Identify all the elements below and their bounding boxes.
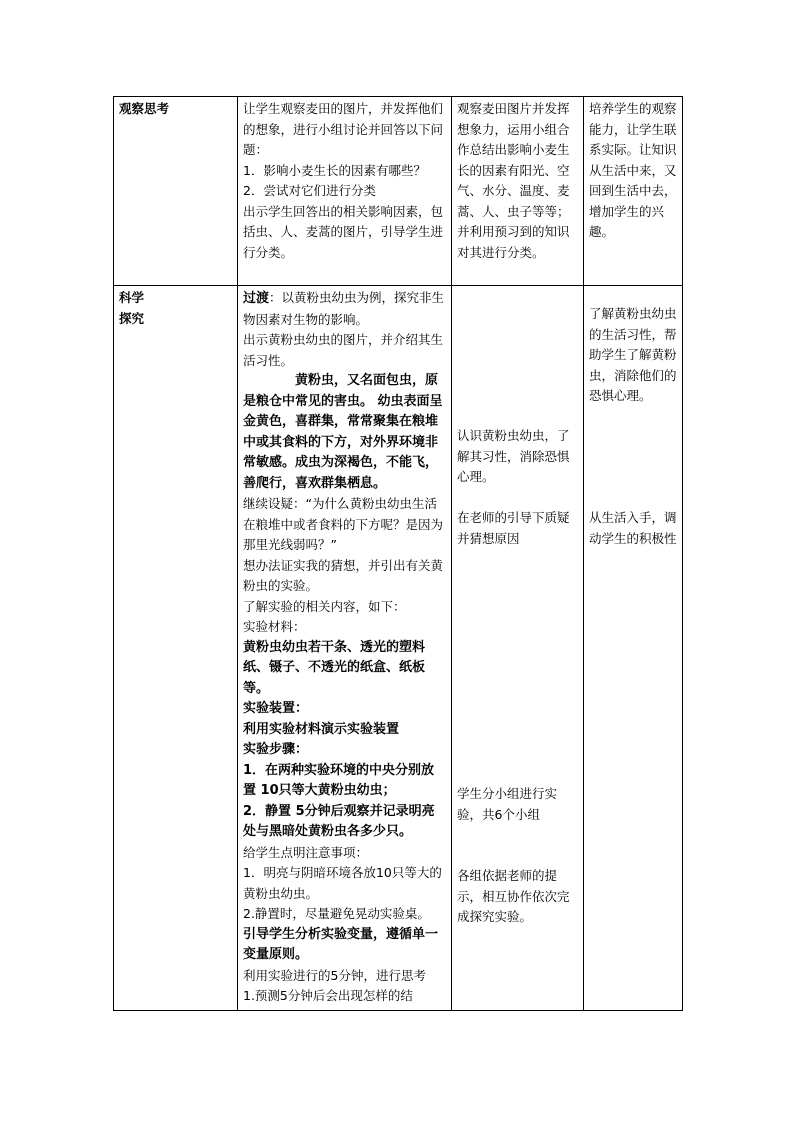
bold-text-line: 利用实验材料演示实验装置 (243, 721, 400, 737)
text-block: 培养学生的观察能力，让学生联系实际。让知识从生活中来，又回到生活中去，增加学生的兴趣。 (589, 101, 677, 239)
bold-text-line: 引导学生分析实验变量，遵循单一变量原则。 (243, 926, 439, 962)
table-row (114, 97, 683, 286)
teacher-activity-cell (238, 286, 452, 1011)
section-title-line: 科学 (119, 290, 145, 305)
text-block: 学生分小组进行实验，共6个小组 (457, 786, 558, 822)
text-block: 各组依据老师的提示，相互协作依次完成探究实验。 (457, 868, 570, 924)
text-line: 继续设疑：“为什么黄粉虫幼虫生活在粮堆中或者食料的下方呢？是因为那里光线弱吗？” (243, 496, 444, 552)
text-block: 从生活入手，调动学生的积极性 (589, 510, 677, 546)
text-line: 了解实验的相关内容，如下： (243, 598, 406, 614)
text-block: 认识黄粉虫幼虫，了解其习性，消除恐惧心理。 (457, 428, 570, 484)
text-block: 在老师的引导下质疑并猜想原因 (457, 510, 570, 546)
lesson-plan-table (113, 96, 683, 1011)
text-line: 1．影响小麦生长的因素有哪些？ (243, 162, 426, 178)
text-block: 观察麦田图片并发挥想象力，运用小组合作总结出影响小麦生长的因素有阳光、空气、水分、温度、麦蒿、人、虫子等等；并利用预习到的知识对其进行分类。 (457, 101, 570, 260)
text-line: 1.预测5分钟后会出现怎样的结 (243, 988, 413, 1003)
section-title-line: 探究 (119, 310, 145, 326)
bold-text-line: 实验步骤： (243, 742, 309, 757)
bold-text-line: 2．静置 5分钟后观察并记录明亮处与黑暗处黄粉虫各多少只。 (243, 803, 435, 839)
bold-text-line: 黄粉虫幼虫若干条、透光的塑料纸、镊子、不透光的纸盒、纸板等。 (243, 639, 426, 696)
text-block: 了解黄粉虫幼虫的生活习性，帮助学生了解黄粉虫，消除他们的恐惧心理。 (589, 306, 677, 403)
text-line: 1．明亮与阴暗环境各放10只等大的黄粉虫幼虫。 (243, 865, 442, 901)
bold-text-block (243, 371, 446, 494)
text-line: 实验材料： (243, 619, 306, 634)
text-span: 黄粉虫，又名面包虫，原是粮仓中常见的害虫。 幼虫表面呈金黄色，喜群集，常常聚集在粮堆中或其食料的下方，对外界环境非常敏感。成虫为深褐色，不能飞，善爬行，喜欢群集栖息。 (243, 373, 443, 491)
design-purpose-cell (584, 286, 683, 1011)
table-row (114, 286, 683, 1011)
text-line: 利用实验进行的5分钟，进行思考 (243, 967, 426, 983)
text-line: 让学生观察麦田的图片，并发挥他们的想象，进行小组讨论并回答以下问题： (243, 101, 444, 157)
teacher-activity-cell (238, 97, 452, 286)
text-span: ：以黄粉虫幼虫为例，探究非生物因素对生物的影响。 (243, 290, 445, 327)
student-activity-cell (452, 286, 584, 1011)
text-line: 2．尝试对它们进行分类 (243, 183, 376, 198)
text-line: 想办法证实我的猜想，并引出有关黄粉虫的实验。 (243, 557, 444, 593)
section-cell (114, 286, 238, 1011)
bold-text-line: 实验装置： (243, 701, 309, 716)
section-title: 观察思考 (119, 101, 170, 116)
bold-label: 过渡 (243, 291, 270, 306)
text-line: 给学生点明注意事项： (243, 844, 369, 860)
design-purpose-cell (584, 97, 683, 286)
text-line: 出示黄粉虫幼虫的图片，并介绍其生活习性。 (243, 332, 444, 368)
text-line (243, 288, 446, 330)
bold-text-line: 1．在两种实验环境的中央分别放置 10只等大黄粉虫幼虫； (243, 762, 435, 798)
text-line: 出示学生回答出的相关影响因素，包括虫、人、麦蒿的图片，引导学生进行分类。 (243, 203, 444, 260)
student-activity-cell (452, 97, 584, 286)
text-line: 2.静置时，尽量避免晃动实验桌。 (243, 906, 430, 921)
section-cell (114, 97, 238, 286)
